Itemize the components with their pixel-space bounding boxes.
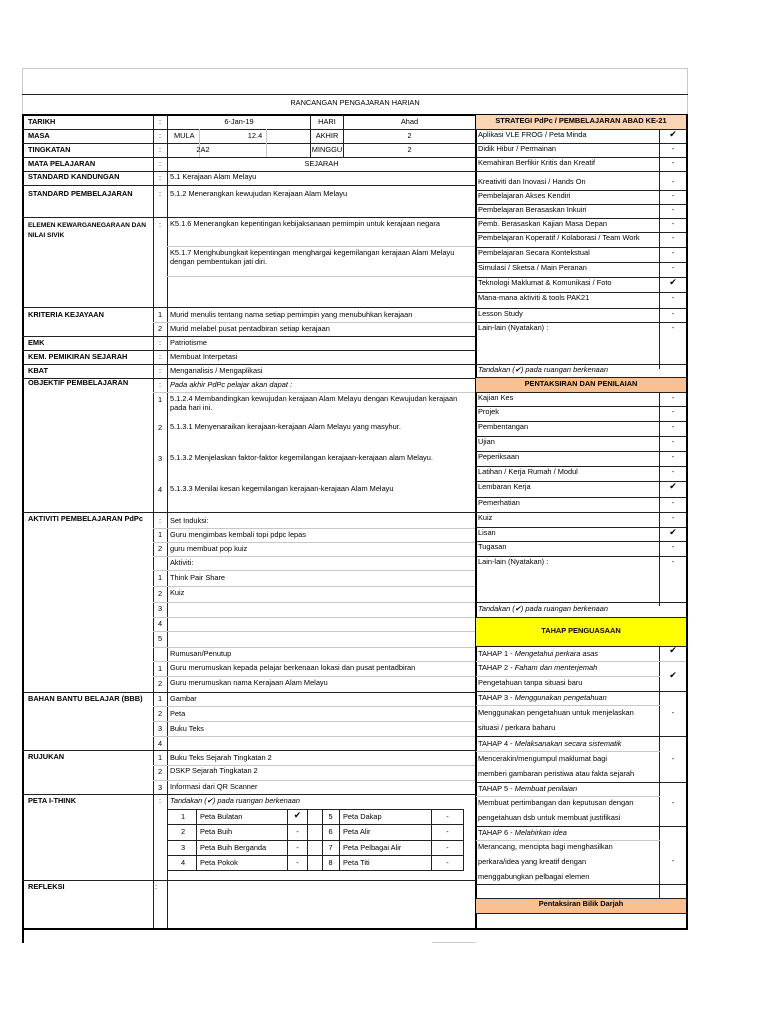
colon: : [159,174,162,182]
row-line [168,870,464,871]
tarikh-label: TARIKH [28,118,56,126]
objektif-label: OBJEKTIF PEMBELAJARAN [28,379,129,387]
strategi-mark: - [671,159,675,167]
tahap-3-desc-1: Menggunakan pengetahuan untuk menjelaskan [478,709,634,717]
peta-titi: Peta Titi [343,859,370,867]
tahap-6: TAHAP 6 - Melahirkan idea [478,829,567,837]
tahap-3-mark: - [671,709,675,717]
row-line [476,392,686,393]
row-line [22,336,476,337]
objektif-4: 5.1.3.3 Menilai kesan kegemilangan kerajaan-kerajaan Alam Melayu [170,484,394,493]
num: 2 [158,680,163,688]
row-line [153,556,475,557]
row-line [168,840,464,841]
standard-kandungan-value: 5.1 Kerajaan Alam Melayu [170,173,257,181]
col-line [196,809,197,870]
kbat-value: Menganalisis / Mengaplikasi [170,367,263,375]
row-line [476,292,686,293]
row-line [476,705,660,706]
num: 4 [158,740,163,748]
row-line [476,556,686,557]
tahap-2: TAHAP 2 - Faham dan menterjemah [478,664,598,672]
strategi-item: Aplikasi VLE FROG / Peta Minda [478,131,587,139]
row-line [153,602,475,603]
num: 1 [158,695,163,703]
row-line [153,586,475,587]
tahap-1-check-icon: ✔ [669,645,677,655]
peta-pokok-mark: - [296,859,299,867]
colon: : [159,160,162,168]
row-line [153,392,475,393]
pentaksiran-item: Lisan [478,529,496,537]
row-line [153,706,475,707]
pentaksiran-mark: - [671,543,675,551]
row-line [153,631,475,632]
row-line [153,542,475,543]
row-line [476,421,686,422]
colon: : [159,118,162,126]
row-line [22,171,476,172]
row-line [476,277,686,278]
mula-value: 12.4 [247,132,263,140]
strategi-mark: - [671,294,675,302]
num: 2 [158,424,163,432]
pentaksiran-mark: - [671,514,675,522]
row-line [476,143,686,144]
rumusan-2: Guru merumuskan nama Kerajaan Alam Melayu [170,679,328,687]
row-line [476,541,686,542]
strategi-mark: - [671,206,675,214]
objektif-intro: Pada akhir PdPc pelajar akan dapat : [170,381,293,389]
row-line [153,676,475,677]
row-line [167,276,475,277]
row-line [22,217,476,218]
rujukan-3: Informasi dari QR Scanner [170,783,258,791]
induksi-1: Guru mengimbas kembali topi pdpc lepas [170,531,306,539]
row-line [476,364,686,365]
row-line [168,809,464,810]
pentaksiran-note: Tandakan (✔) pada ruangan berkenaan [478,605,609,613]
colon: : [159,381,162,389]
mata-pelajaran-value: SEJARAH [304,160,339,168]
row-line [476,451,686,452]
row-line [22,307,476,308]
strategi-item: Pembelajaran Secara Kontekstual [478,249,590,257]
row-line [476,190,686,191]
row-line [153,780,475,781]
kriteria-1: Murid menulis tentang nama setiap pemimpin yang menubuhkan kerajaan [170,311,413,319]
hari-value: Ahad [400,118,419,126]
right-border-top [687,68,688,116]
colon: : [159,132,162,140]
tahap-5-mark: - [671,799,675,807]
tahap-3: TAHAP 3 - Menggunakan pengetahuan [478,694,607,702]
row-line [22,512,476,513]
row-line [22,692,476,693]
peta-buih-berganda-mark: - [296,844,299,852]
row-line [476,840,660,841]
strategi-mark: - [671,178,675,186]
row-line [476,308,686,309]
pentaksiran-check-icon: ✔ [669,527,677,537]
row-line [22,750,476,751]
num: 3 [158,455,163,463]
row-line [153,736,475,737]
pentaksiran-mark: - [671,558,675,566]
row-line [476,436,686,437]
tarikh-value: 6-Jan-19 [224,118,254,126]
strategi-check-icon: ✔ [669,277,677,287]
hari-label: HARI [318,118,336,126]
bilik-darjah-header: Pentaksiran Bilik Darjah [538,900,624,908]
tahap-4-desc-1: Mencerakin/mengumpul maklumat bagi [478,755,607,763]
row-line [476,481,686,482]
tahap-5-desc-2: pengetahuan dsb untuk membuat justifikasi [478,814,621,822]
pentaksiran-item: Kuiz [478,514,493,522]
kriteria-label: KRITERIA KEJAYAAN [28,311,104,319]
peta-buih: Peta Buih [200,828,233,836]
row-line [153,721,475,722]
row-line [476,171,686,172]
row-line [476,913,686,914]
tahap-6-desc-1: Merancang, mencipta bagi menghasilkan [478,843,613,851]
strategi-mark: - [671,249,675,257]
standard-pembelajaran-label: STANDARD PEMBELAJARAN [28,190,133,198]
peta-num: 3 [180,844,186,852]
strategi-item: Pembelajaran Koperatif / Kolaborasi / Team Work [478,234,640,242]
row-line [476,527,686,528]
tahap-5-desc-1: Membuat pertimbangan dan keputusan dengan [478,799,634,807]
colon: : [159,190,162,198]
colon: : [159,797,162,805]
tahap-2-desc: Pengetahuan tanpa situasi baru [478,679,583,687]
row-line [22,794,476,795]
peta-dakap: Peta Dakap [343,813,382,821]
num: 1 [158,665,163,673]
strategi-header: STRATEGI PdPc / PEMBELAJARAN ABAD KE-21 [495,117,667,125]
row-line [476,884,686,885]
colon: : [159,353,162,361]
tingkatan-value: 2A2 [196,146,210,154]
pentaksiran-header: PENTAKSIRAN DAN PENILAIAN [524,380,638,388]
aktiviti-1: Think Pair Share [170,574,226,582]
strategi-mark: - [671,192,675,200]
page-title: RANCANGAN PENGAJARAN HARIAN [290,99,420,107]
row-line [476,512,686,513]
row-line [476,247,686,248]
row-line [22,143,476,144]
strategi-item: Teknologi Maklumat & Komunikasi / Foto [478,279,612,287]
pentaksiran-mark: - [671,453,675,461]
label-col-divider [153,115,154,929]
row-line [476,826,686,827]
elemen-value-2: K5.1.7 Menghubungkait kepentingan menghargai kegemilangan kerajaan Alam Melayu dengan pembentukan jati diri. [170,248,455,266]
peta-alir: Peta Alir [343,828,371,836]
row-line [22,364,476,365]
pentaksiran-item: Pembentangan [478,423,529,431]
row-line [476,204,686,205]
rumusan: Rumusan/Penutup [170,650,232,658]
bbb-2: Peta [170,710,186,718]
standard-kandungan-label: STANDARD KANDUNGAN [28,173,120,181]
strategi-item: Pembelajaran Berasaskan Inkuiri [478,206,587,214]
row-line [476,466,686,467]
row-line [153,528,475,529]
row-line [22,157,476,158]
num: 3 [158,784,163,792]
aktiviti-heading: Aktiviti: [170,559,194,567]
num: 4 [158,486,163,494]
colon: : [159,517,162,525]
bbb-label: BAHAN BANTU BELAJAR (BBB) [28,695,143,703]
akhir-value: 2 [407,132,412,140]
row-line [476,218,686,219]
col-line [307,809,308,870]
strategi-item: Lesson Study [478,310,523,318]
num: 1 [158,574,163,582]
tahap-1: TAHAP 1 - Mengetahui perkara asas [478,650,599,658]
strategi-note: Tandakan (✔) pada ruangan berkenaan [478,366,609,374]
peta-titi-mark: - [446,859,449,867]
row-line [476,676,660,677]
pentaksiran-item: Peperiksaan [478,453,520,461]
emk-label: EMK [28,339,45,347]
tahap-4-mark: - [671,755,675,763]
row-line [168,855,464,856]
peta-num: 1 [180,813,186,821]
num: 1 [158,754,163,762]
pentaksiran-mark: - [671,468,675,476]
row-line [476,691,686,692]
peta-num: 4 [180,859,186,867]
kem-label: KEM. PEMIKIRAN SEJARAH [28,353,128,361]
colon: : [159,367,162,375]
tahap-4-desc-2: memberi gambaran peristiwa atau fakta sejarah [478,770,635,778]
tahap-3-desc-2: situasi / perkara baharu [478,724,556,732]
strategi-item: Didik Hibur / Permainan [478,145,557,153]
rujukan-label: RUJUKAN [28,753,65,761]
minggu-label: MINGGU [311,146,343,154]
emk-value: Patriotisme [170,339,207,347]
pentaksiran-mark: - [671,394,675,402]
peta-dakap-mark: - [446,813,449,821]
peta-note: Tandakan (✔) pada ruangan berkenaan [170,797,301,805]
pentaksiran-item: Lembaran Kerja [478,483,531,491]
num: 3 [158,605,163,613]
row-line [153,617,475,618]
num-col-divider [167,115,168,929]
tahap-6-desc-3: menggabungkan pelbagai elemen [478,873,590,881]
row-line [167,246,475,247]
row-line [153,322,475,323]
line-under-blank [22,94,688,95]
masa-label: MASA [28,132,50,140]
kbat-label: KBAT [28,367,48,375]
row-line [476,796,660,797]
pentaksiran-item: Projek [478,408,499,416]
row-line [22,185,476,186]
num: 5 [158,635,163,643]
peta-buih-berganda: Peta Buih Berganda [200,844,267,852]
tahap-5: TAHAP 5 - Membuat penilaian [478,785,578,793]
elemen-label: ELEMEN KEWARGANEGARAAN DAN NILAI SIVIK [28,222,146,240]
minggu-value: 2 [407,146,412,154]
pentaksiran-check-icon: ✔ [669,481,677,491]
peta-num: 7 [328,844,333,852]
row-line [476,129,686,130]
mata-pelajaran-label: MATA PELAJARAN [28,160,96,168]
row-line [153,570,475,571]
num: 3 [158,725,163,733]
num: 1 [158,531,163,539]
row-line [153,765,475,766]
objektif-3: 5.1.3.2 Menjelaskan faktor-faktor kegemilangan kerajaan-kerajaan alam Melayu. [170,453,433,462]
strategi-item: Mana-mana aktiviti & tools PAK21 [478,294,590,302]
row-line [476,497,686,498]
row-line [476,782,686,783]
peta-pokok: Peta Pokok [200,859,238,867]
peta-alir-mark: - [446,828,449,836]
induksi-2: guru membuat pop kuiz [170,545,248,553]
num: 2 [158,325,163,333]
pentaksiran-item: Pemerhatian [478,499,520,507]
tahap-4: TAHAP 4 - Melaksanakan secara sistematik [478,740,622,748]
pentaksiran-mark: - [671,438,675,446]
row-line [476,736,686,737]
strategi-item: Simulasi / Sketsa / Main Peranan [478,264,587,272]
colon: : [159,339,162,347]
pentaksiran-item: Lain-lain (Nyatakan) : [478,558,549,566]
akhir-label: AKHIR [315,132,339,140]
rumusan-1: Guru merumuskan kepada pelajar berkenaan lokasi dan pusat pentadbiran [170,664,416,672]
objektif-2: 5.1.3.1 Menyenaraikan kerajaan-kerajaan Alam Melayu yang masyhur. [170,422,401,431]
peta-num: 2 [180,828,186,836]
elemen-value-1: K5.1.6 Menerangkan kepentingan kebijaksanaan pemimpin untuk kerajaan negara [170,219,440,228]
penguasaan-header: TAHAP PENGUASAAN [541,627,621,635]
colon: : [159,221,162,229]
num: 4 [158,620,163,628]
tingkatan-label: TINGKATAN [28,146,71,154]
row-line [476,602,686,603]
pentaksiran-item: Ujian [478,438,495,446]
strategi-check-icon: ✔ [669,129,677,139]
num: 2 [158,768,163,776]
col-line [463,809,464,870]
bbb-1: Gambar [170,695,197,703]
strategi-mark: - [671,220,675,228]
tahap-2-check-icon: ✔ [669,670,677,680]
peta-buih-mark: - [296,828,299,836]
num: 2 [158,710,163,718]
col-line [339,809,340,870]
num: 2 [158,545,163,553]
row-line [22,350,476,351]
tahap-6-mark: - [671,857,675,865]
row-line [476,751,660,752]
row-line [476,646,686,647]
pentaksiran-mark: - [671,499,675,507]
strategi-item: Pemb. Berasaskan Kajian Masa Depan [478,220,607,228]
objektif-1: 5.1.2.4 Membandingkan kewujudan kerajaan Alam Melayu dengan Kewujudan kerajaan pada hari ini. [170,394,458,412]
top-border [22,68,688,69]
num: 1 [158,396,163,404]
row-line [476,262,686,263]
row-line [476,406,686,407]
row-line [168,824,464,825]
strategi-item: Pembelajaran Akses Kendiri [478,192,571,200]
row-line [153,647,475,648]
mula-label: MULA [174,132,195,140]
row-line [153,661,475,662]
pentaksiran-mark: - [671,423,675,431]
row-line [22,880,476,881]
set-induksi: Set Induksi: [170,517,209,525]
standard-pembelajaran-value: 5.1.2 Menerangkan kewujudan Kerajaan Alam Melayu [170,190,348,198]
rujukan-2: DSKP Sejarah Tingkatan 2 [170,767,258,775]
peta-label: PETA I-THINK [28,797,77,805]
strategi-mark: - [671,310,675,318]
rujukan-1: Buku Teks Sejarah Tingkatan 2 [170,754,272,762]
kriteria-2: Murid melabel pusat pentadbiran setiap kerajaan [170,325,330,333]
bottom-stub [432,942,476,943]
bbb-3: Buku Teks [170,725,204,733]
peta-pelbagai-alir-mark: - [446,844,449,852]
colon: : [159,146,162,154]
row-line [476,157,686,158]
peta-bulatan-check-icon: ✔ [293,810,302,820]
peta-num: 6 [328,828,333,836]
right-panel-divider [475,115,477,929]
row-line [476,661,686,662]
left-border [22,115,24,943]
aktiviti-2: Kuiz [170,589,185,597]
left-border-top [22,68,23,116]
colon: : [155,883,158,891]
strategi-item: Kreativiti dan Inovasi / Hands On [478,178,586,186]
strategi-item: Lain-lain (Nyatakan) : [478,324,549,332]
bottom-border [22,928,688,930]
row-line [476,232,686,233]
pentaksiran-mark: - [671,408,675,416]
pentaksiran-item: Tugasan [478,543,507,551]
tahap-6-desc-2: perkara/idea yang kreatif dengan [478,858,587,866]
row-line [476,322,686,323]
kem-value: Membuat Interpetasi [170,353,238,361]
pentaksiran-item: Kajian Kes [478,394,514,402]
aktiviti-label: AKTIVITI PEMBELAJARAN PdPc [28,515,143,523]
peta-num: 5 [328,813,333,821]
refleksi-label: REFLEKSI [28,883,65,891]
strategi-item: Kemahiran Berfikir Kritis dan Kreatif [478,159,596,167]
strategi-mark: - [671,145,675,153]
right-border [686,115,688,929]
strategi-mark: - [671,324,675,332]
strategi-mark: - [671,234,675,242]
pentaksiran-item: Latihan / Kerja Rumah / Modul [478,468,578,476]
num: 2 [158,590,163,598]
row-line [22,129,476,130]
strategi-mark: - [671,264,675,272]
num: 1 [158,311,163,319]
peta-num: 8 [328,859,333,867]
peta-bulatan: Peta Bulatan [200,813,243,821]
peta-pelbagai-alir: Peta Pelbagai Alir [343,844,402,852]
